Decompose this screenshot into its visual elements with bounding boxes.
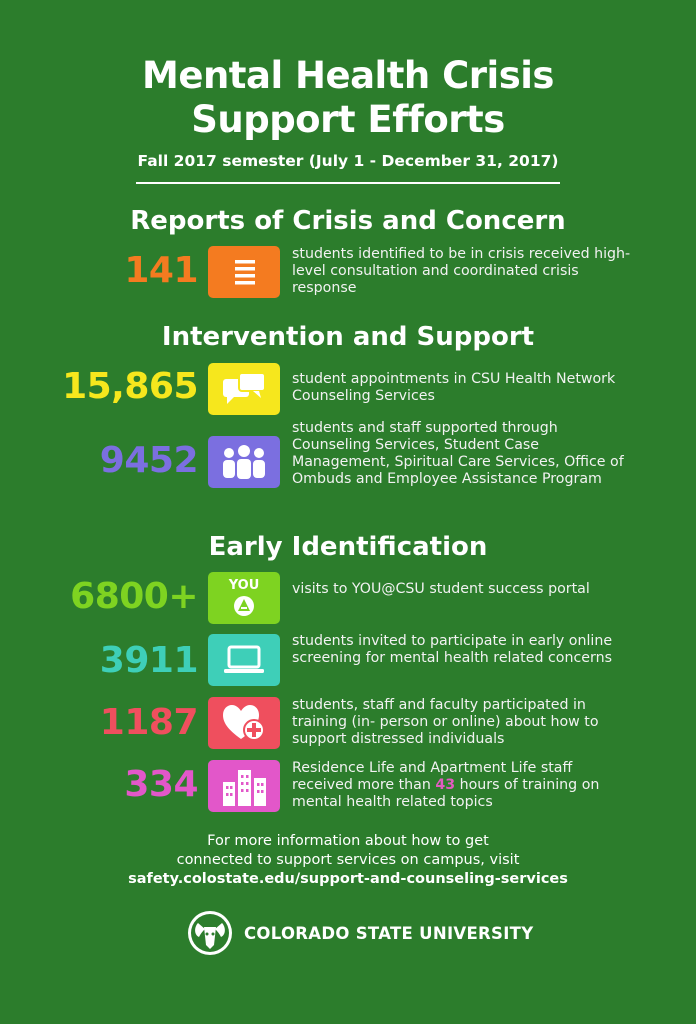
university-logo bbox=[186, 908, 533, 958]
people-group-icon bbox=[208, 436, 280, 488]
stat-number-supported: 9452 bbox=[99, 440, 198, 481]
stat-desc-residence bbox=[292, 760, 632, 811]
stat-number-residence: 334 bbox=[124, 764, 198, 805]
document-icon bbox=[208, 246, 280, 298]
you-icon-label: YOU bbox=[228, 578, 260, 593]
stat-desc-visits: visits to YOU@CSU student success portal bbox=[292, 581, 590, 597]
footer-line-1: For more information about how to get bbox=[207, 833, 489, 849]
section-title-intervention: Intervention and Support bbox=[161, 322, 535, 352]
stat-desc-crisis: students identified to be in crisis received high-level consultation and coordinated crisis response bbox=[292, 246, 631, 296]
laptop-icon bbox=[208, 634, 280, 686]
ram-logo-icon bbox=[186, 909, 234, 957]
section-title-reports: Reports of Crisis and Concern bbox=[130, 206, 566, 236]
divider bbox=[136, 182, 560, 184]
stat-desc-training: students, staff and faculty participated in training (in- person or online) about how to support distressed individuals bbox=[292, 697, 599, 747]
footer-line-2: connected to support services on campus, visit bbox=[176, 852, 520, 868]
residence-desc-part1: Residence Life and Apartment Life staff received more than bbox=[292, 760, 573, 793]
stat-number-screening: 3911 bbox=[99, 640, 198, 681]
buildings-icon bbox=[208, 760, 280, 812]
footer bbox=[0, 832, 696, 889]
section-title-early: Early Identification bbox=[208, 532, 488, 562]
university-name: COLORADO STATE UNIVERSITY bbox=[244, 923, 534, 943]
title-line-2: Support Efforts bbox=[191, 98, 505, 141]
footer-url-link[interactable]: safety.colostate.edu/support-and-counseling-services bbox=[128, 871, 568, 887]
subtitle: Fall 2017 semester (July 1 - December 31, 2017) bbox=[137, 152, 559, 170]
chat-bubbles-icon bbox=[208, 363, 280, 415]
stat-number-training: 1187 bbox=[99, 702, 198, 743]
title-line-1: Mental Health Crisis bbox=[142, 54, 554, 97]
residence-hours-highlight: 43 bbox=[435, 777, 456, 793]
stat-number-visits: 6800+ bbox=[70, 576, 198, 617]
heart-plus-icon bbox=[208, 697, 280, 749]
stat-number-crisis: 141 bbox=[124, 250, 198, 291]
page-title bbox=[0, 54, 696, 142]
residence-desc-part2: hours of training on mental health related topics bbox=[292, 777, 600, 810]
stat-number-appointments: 15,865 bbox=[62, 366, 198, 407]
stat-desc-screening: students invited to participate in early online screening for mental health related concerns bbox=[292, 633, 613, 666]
stat-desc-supported: students and staff supported through Counseling Services, Student Case Management, Spiritual Care Services, Office of Ombuds and Employee Assistance Program bbox=[292, 420, 624, 487]
you-at-csu-icon bbox=[208, 572, 280, 624]
stat-desc-appointments: student appointments in CSU Health Network Counseling Services bbox=[292, 371, 616, 404]
